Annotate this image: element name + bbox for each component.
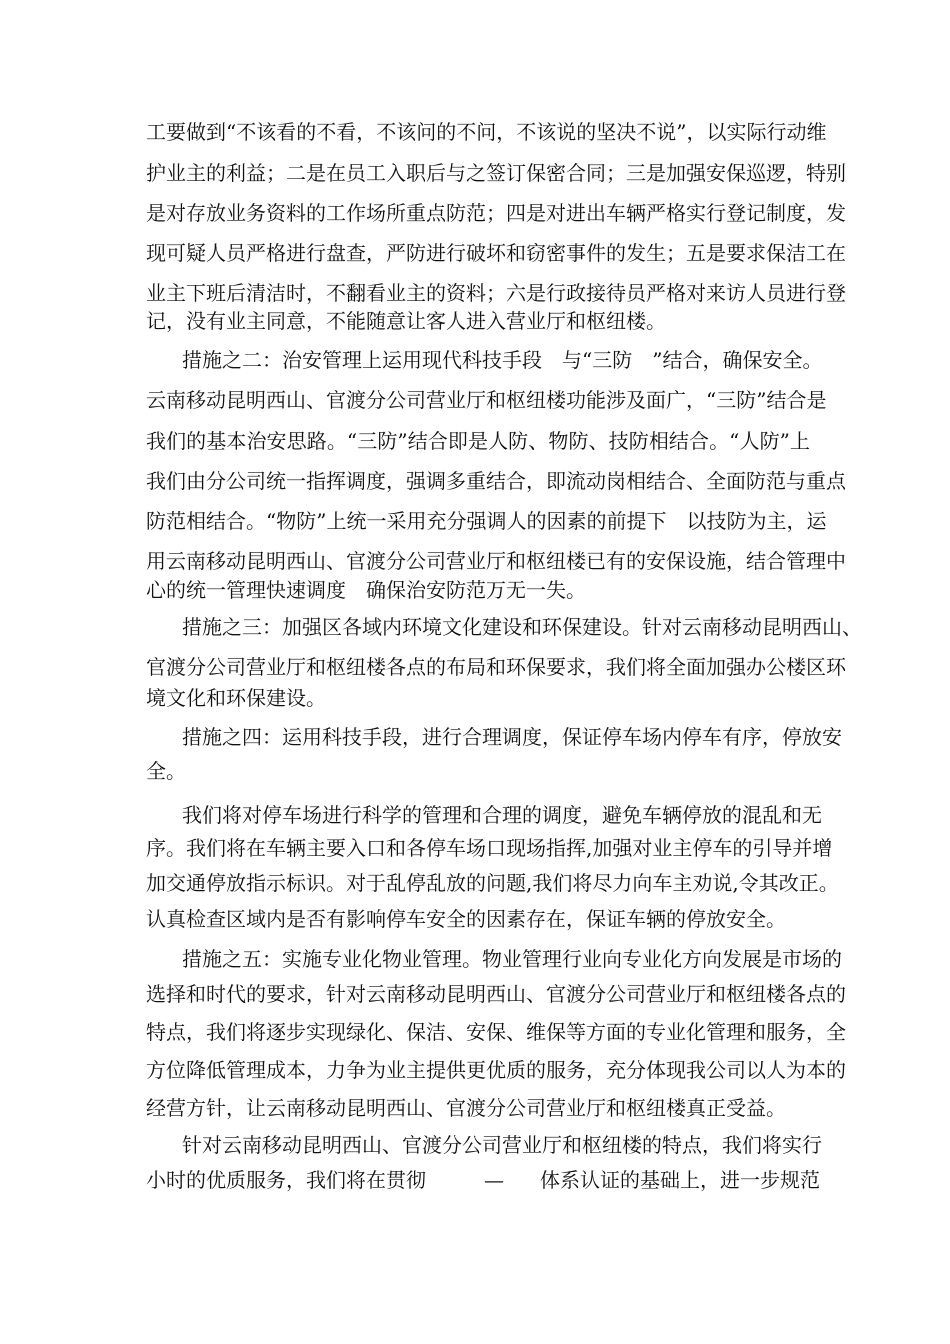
text-line: 记，没有业主同意，不能随意让客人进入营业厅和枢纽楼。 <box>146 309 666 333</box>
text-line: 官渡分公司营业厅和枢纽楼各点的布局和环保要求，我们将全面加强办公楼区环 <box>146 655 846 679</box>
text-line-last <box>146 1163 820 1197</box>
text-line: 心的统一管理快速调度 确保治安防范万无一失。 <box>146 578 586 602</box>
paragraph-heading: 措施之五：实施专业化物业管理。物业管理行业向专业化方向发展是市场的 <box>182 947 842 971</box>
text-line: 业主下班后清洁时，不翻看业主的资料；六是行政接待员严格对来访人员进行登 <box>146 281 846 305</box>
text-line: 我们将对停车场进行科学的管理和合理的调度，避免车辆停放的混乱和无 <box>182 803 822 827</box>
text-line: 序。我们将在车辆主要入口和各停车场口现场指挥,加强对业主停车的引导并增 <box>146 836 833 860</box>
text-line: 特点，我们将逐步实现绿化、保洁、安保、维保等方面的专业化管理和服务，全 <box>146 1020 846 1044</box>
text-line: 方位降低管理成本，力争为业主提供更优质的服务，充分体现我公司以人为本的 <box>146 1058 846 1082</box>
text-line: 云南移动昆明西山、官渡分公司营业厅和枢纽楼功能涉及面广，“三防”结合是 <box>146 388 827 412</box>
text-line: 境文化和环保建设。 <box>146 686 326 710</box>
dash-segment: — <box>484 1168 504 1192</box>
text-line: 选择和时代的要求，针对云南移动昆明西山、官渡分公司营业厅和枢纽楼各点的 <box>146 982 846 1006</box>
paragraph-heading: 措施之二：治安管理上运用现代科技手段 与“三防 ”结合，确保安全。 <box>182 348 823 372</box>
text-line: 现可疑人员严格进行盘查，严防进行破坏和窃密事件的发生；五是要求保洁工在 <box>146 241 846 265</box>
text-line: 针对云南移动昆明西山、官渡分公司营业厅和枢纽楼的特点，我们将实行 <box>182 1133 822 1157</box>
text-line: 我们的基本治安思路。“三防”结合即是人防、物防、技防相结合。“人防”上 <box>146 429 810 453</box>
text-line: 经营方针，让云南移动昆明西山、官渡分公司营业厅和枢纽楼真正受益。 <box>146 1096 786 1120</box>
text-line: 认真检查区域内是否有影响停车安全的因素存在，保证车辆的停放安全。 <box>146 907 786 931</box>
text-line: 工要做到“不该看的不看，不该问的不问，不该说的坚决不说”，以实际行动维 <box>146 120 827 144</box>
text-segment: 小时的优质服务，我们将在贯彻 <box>146 1168 426 1192</box>
text-line: 用云南移动昆明西山、官渡分公司营业厅和枢纽楼已有的安保设施，结合管理中 <box>146 549 846 573</box>
text-line: 是对存放业务资料的工作场所重点防范；四是对进出车辆严格实行登记制度，发 <box>146 201 846 225</box>
text-segment: 体系认证的基础上，进一步规范 <box>540 1168 820 1192</box>
text-line: 我们由分公司统一指挥调度，强调多重结合，即流动岗相结合、全面防范与重点 <box>146 469 846 493</box>
text-line: 防范相结合。“物防”上统一采用充分强调人的因素的前提下 以技防为主，运 <box>146 509 827 533</box>
text-line: 全。 <box>146 759 186 783</box>
text-line: 加交通停放指示标识。对于乱停乱放的问题,我们将尽力向车主劝说,令其改正。 <box>146 871 839 895</box>
paragraph-heading: 措施之四：运用科技手段，进行合理调度，保证停车场内停车有序，停放安 <box>182 725 842 749</box>
text-line: 护业主的利益；二是在员工入职后与之签订保密合同；三是加强安保巡逻，特别 <box>146 161 846 185</box>
paragraph-heading: 措施之三：加强区各域内环境文化建设和环保建设。针对云南移动昆明西山、 <box>182 615 862 639</box>
